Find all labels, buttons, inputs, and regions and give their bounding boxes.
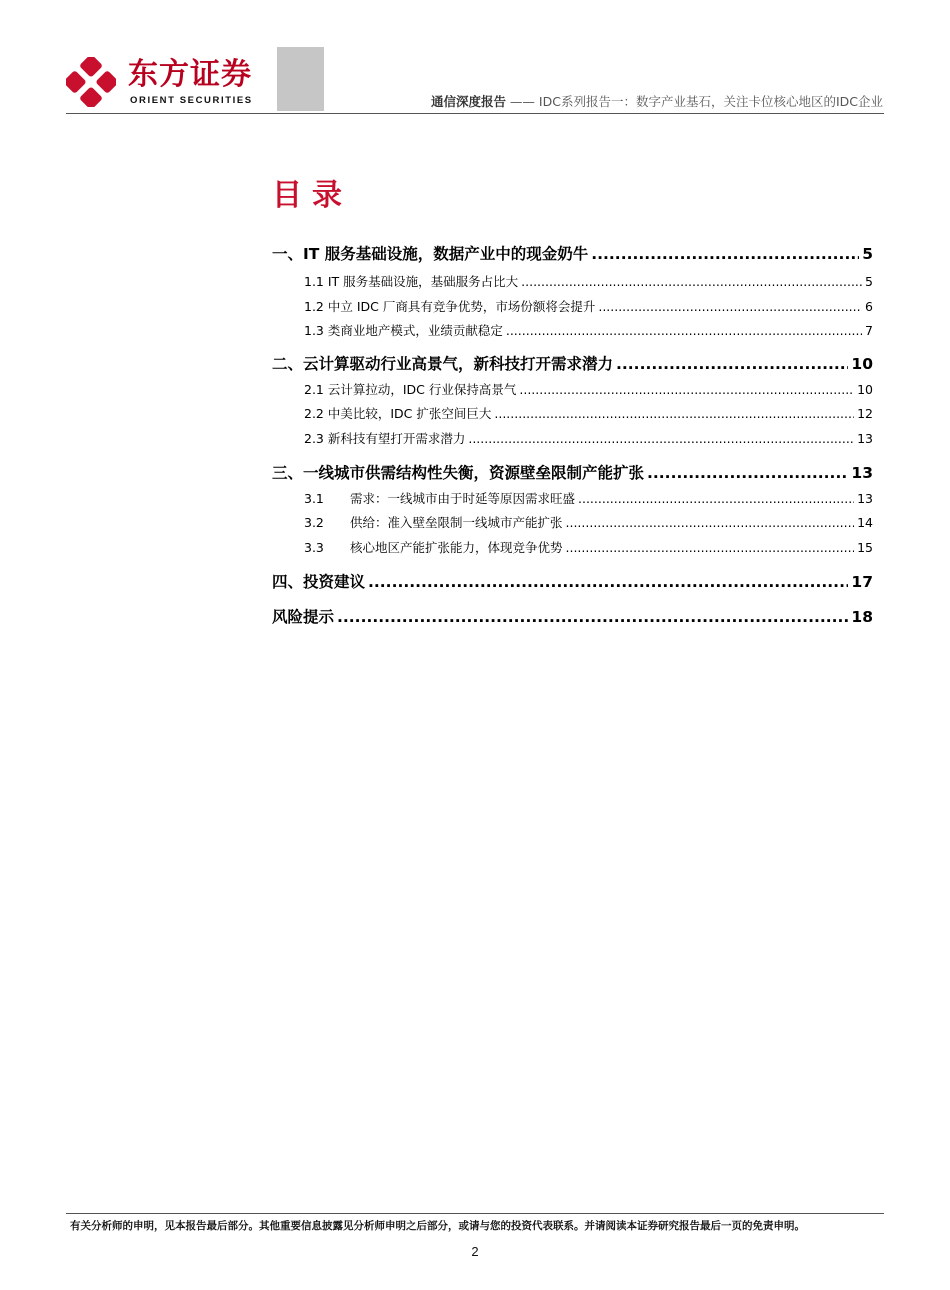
toc-entry-label: 2.2 中美比较，IDC 扩张空间巨大 — [304, 406, 492, 421]
toc-entry-label: 2.1 云计算拉动，IDC 行业保持高景气 — [304, 382, 517, 397]
toc-entry-label: 一、IT 服务基础设施，数据产业中的现金奶牛 — [272, 245, 589, 263]
toc-entry-section-2[interactable] — [272, 352, 873, 374]
toc-entry-2-3[interactable] — [304, 429, 873, 447]
toc-entry-label: 二、云计算驱动行业高景气，新科技打开需求潜力 — [272, 355, 614, 373]
toc-entry-label: 风险提示 — [272, 608, 335, 626]
toc-entry-3-2[interactable] — [304, 513, 873, 531]
toc-entry-page: 13 — [857, 491, 873, 506]
toc-title: 目录 — [272, 178, 352, 213]
toc-entry-page: 17 — [851, 573, 873, 591]
toc-leader — [598, 299, 862, 314]
toc-entry-label: 核心地区产能扩张能力，体现竞争优势 — [350, 540, 563, 555]
header-decor-block — [277, 47, 324, 111]
toc-entry-label: 供给：准入壁垒限制一线城市产能扩张 — [350, 515, 563, 530]
orient-securities-logo-icon — [66, 57, 116, 107]
report-type: 通信深度报告 — [430, 94, 506, 109]
page-number: 2 — [471, 1244, 479, 1259]
brand-name-en: ORIENT SECURITIES — [130, 95, 253, 106]
header-divider — [66, 113, 884, 114]
toc-entry-3-1[interactable] — [304, 489, 873, 507]
report-header — [431, 94, 883, 110]
toc-leader — [337, 608, 848, 626]
toc-leader — [616, 355, 848, 373]
toc-leader — [647, 464, 848, 482]
toc-entry-page: 5 — [862, 245, 873, 263]
toc-entry-1-2[interactable] — [304, 297, 873, 315]
toc-entry-label: 2.3 新科技有望打开需求潜力 — [304, 431, 466, 446]
toc-entry-risk[interactable] — [272, 605, 873, 627]
toc-entry-section-3[interactable] — [272, 461, 873, 483]
toc-entry-label: 四、投资建议 — [272, 573, 366, 591]
toc-leader — [566, 540, 855, 555]
toc-entry-number: 3.3 — [304, 540, 324, 555]
toc-leader — [519, 382, 854, 397]
toc-entry-page: 13 — [857, 431, 873, 446]
toc-entry-1-1[interactable] — [304, 272, 873, 290]
header-separator: —— — [505, 94, 539, 109]
toc-entry-number: 3.2 — [304, 515, 324, 530]
toc-entry-page: 10 — [857, 382, 873, 397]
brand-name-cn: 东方证券 — [128, 57, 252, 92]
footer-divider — [66, 1213, 884, 1214]
toc-entry-page: 14 — [857, 515, 873, 530]
toc-entry-page: 12 — [857, 406, 873, 421]
toc-entry-2-1[interactable] — [304, 380, 873, 398]
toc-leader — [566, 515, 855, 530]
toc-entry-page: 18 — [851, 608, 873, 626]
toc-leader — [591, 245, 859, 263]
toc-entry-label: 三、一线城市供需结构性失衡，资源壁垒限制产能扩张 — [272, 464, 645, 482]
toc-entry-page: 5 — [865, 274, 873, 289]
toc-entry-3-3[interactable] — [304, 538, 873, 556]
toc-leader — [468, 431, 854, 446]
toc-leader — [368, 573, 848, 591]
toc-entry-2-2[interactable] — [304, 404, 873, 422]
toc-entry-section-1[interactable] — [272, 242, 873, 264]
toc-entry-1-3[interactable] — [304, 321, 873, 339]
toc-leader — [506, 323, 862, 338]
toc-entry-page: 10 — [851, 355, 873, 373]
toc-entry-page: 6 — [865, 299, 873, 314]
toc-entry-number: 3.1 — [304, 491, 324, 506]
toc-entry-page: 13 — [851, 464, 873, 482]
toc-leader — [578, 491, 854, 506]
toc-entry-section-4[interactable] — [272, 570, 873, 592]
toc-entry-label: 需求：一线城市由于时延等原因需求旺盛 — [350, 491, 576, 506]
toc-entry-page: 15 — [857, 540, 873, 555]
toc-entry-label: 1.2 中立 IDC 厂商具有竞争优势，市场份额将会提升 — [304, 299, 596, 314]
toc-leader — [521, 274, 862, 289]
toc-entry-page: 7 — [865, 323, 873, 338]
toc-leader — [494, 406, 854, 421]
toc-entry-label: 1.3 类商业地产模式，业绩贡献稳定 — [304, 323, 503, 338]
toc-entry-label: 1.1 IT 服务基础设施，基础服务占比大 — [304, 274, 519, 289]
footer-disclaimer: 有关分析师的申明，见本报告最后部分。其他重要信息披露见分析师申明之后部分，或请与您的投资代表联系。并请阅读本证券研究报告最后一页的免责申明。 — [70, 1220, 805, 1232]
report-title: IDC系列报告一：数字产业基石，关注卡位核心地区的IDC企业 — [538, 94, 883, 109]
